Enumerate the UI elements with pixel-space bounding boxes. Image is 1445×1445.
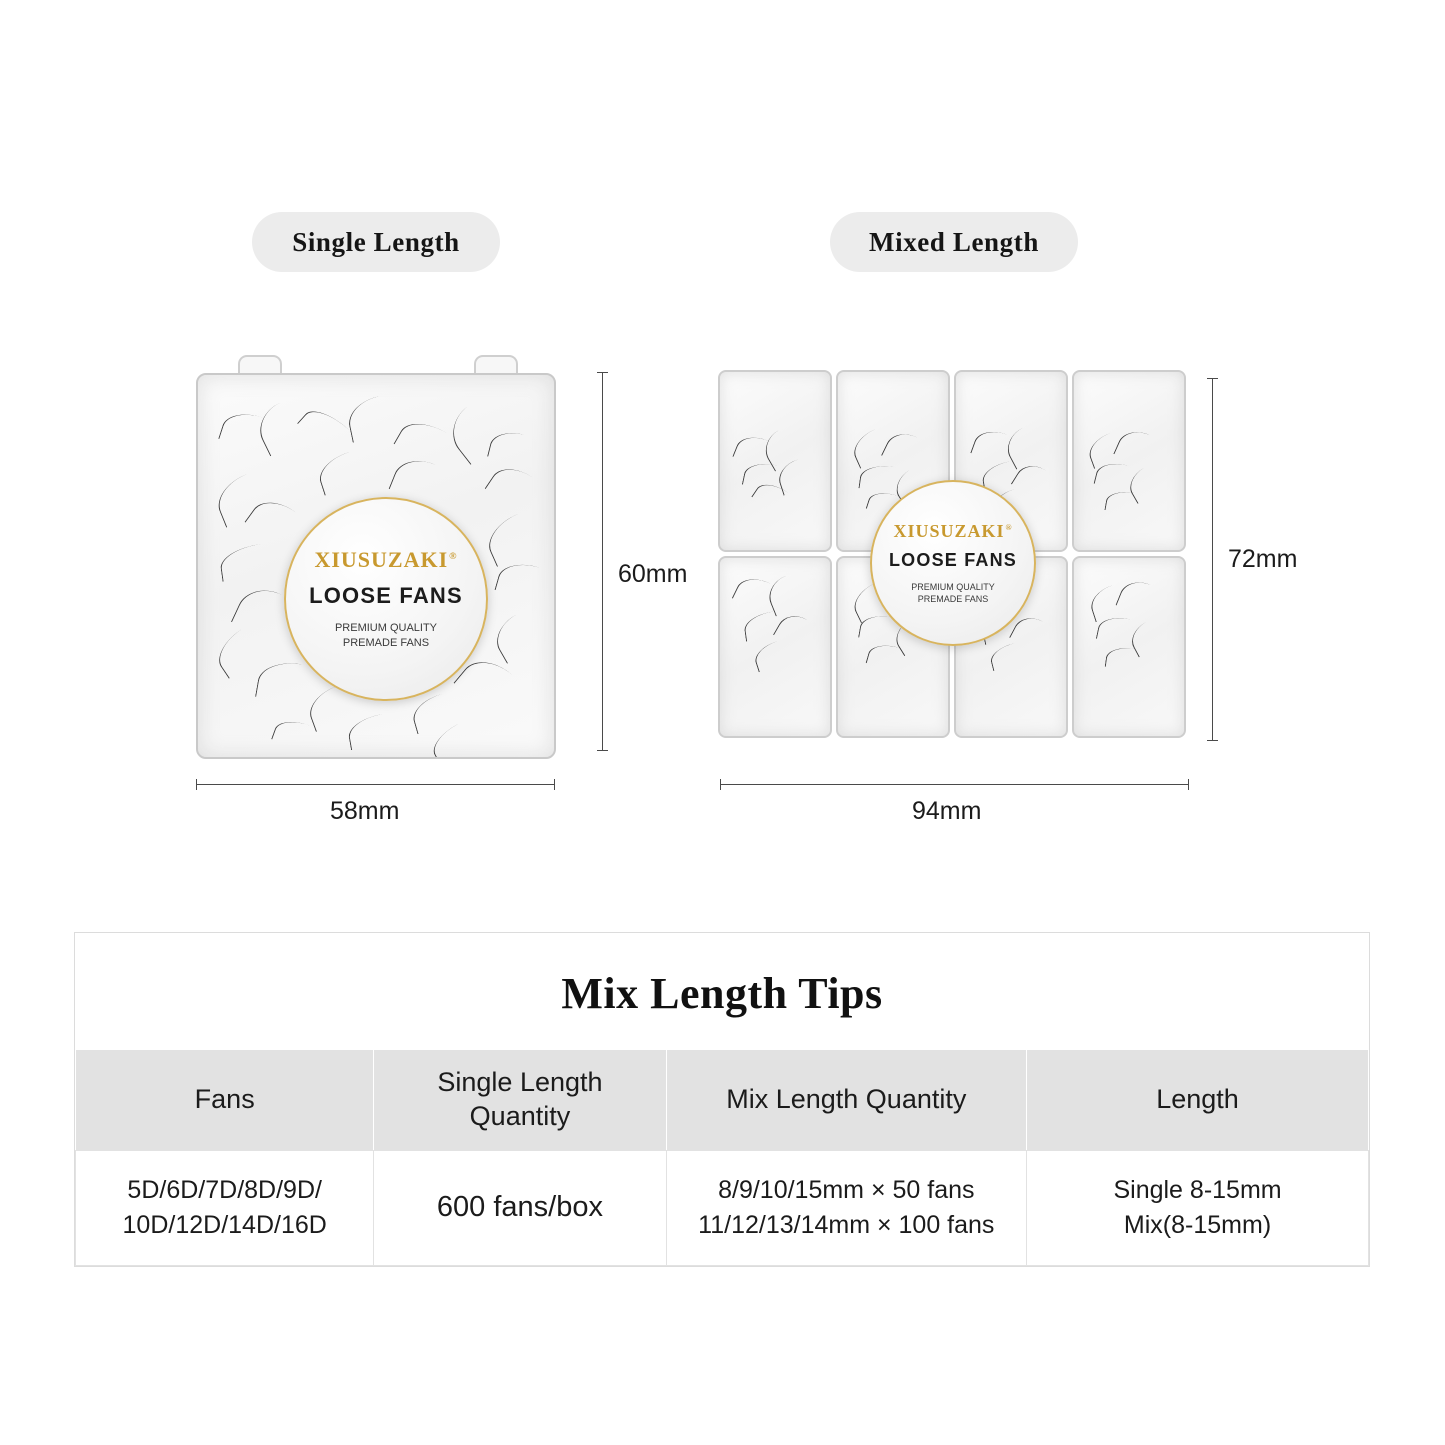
column-header-line2: Quantity xyxy=(469,1100,571,1131)
column-header-length: Length xyxy=(1027,1050,1369,1151)
table-row xyxy=(76,1150,1369,1265)
compartment xyxy=(1072,370,1186,552)
product-subtitle xyxy=(335,621,437,651)
cell-mix-quantity-line2: 11/12/13/14mm × 100 fans xyxy=(698,1210,995,1239)
trademark-symbol: ® xyxy=(449,550,458,562)
brand-name: XIUSUZAKI® xyxy=(314,547,458,573)
product-title: LOOSE FANS xyxy=(888,549,1017,570)
cell-fans-line2: 10D/12D/14D/16D xyxy=(122,1210,327,1239)
product-subtitle-line2: PREMADE FANS xyxy=(342,637,430,649)
dimension-line-single-height xyxy=(602,372,603,750)
dimension-label-mixed-height: 72mm xyxy=(1228,545,1298,573)
single-length-product xyxy=(196,355,556,755)
compartment xyxy=(1072,556,1186,738)
compartment xyxy=(718,556,832,738)
dimension-cap-right xyxy=(1188,779,1189,790)
dimension-line-single-width xyxy=(196,784,554,785)
dimension-cap-top xyxy=(1207,378,1218,379)
dimension-cap-top xyxy=(597,372,608,373)
cell-length-line1: Single 8-15mm xyxy=(1113,1175,1282,1204)
column-header-mix-length-quantity: Mix Length Quantity xyxy=(666,1050,1027,1151)
column-header-fans: Fans xyxy=(76,1050,374,1151)
mixed-length-product xyxy=(718,370,1190,742)
product-title: LOOSE FANS xyxy=(309,583,463,609)
single-length-box xyxy=(196,373,556,759)
cell-length-line2: Mix(8-15mm) xyxy=(1123,1210,1272,1239)
lash-texture xyxy=(1074,558,1184,736)
cell-fans-line1: 5D/6D/7D/8D/9D/ xyxy=(127,1175,322,1204)
cell-mix-quantity-line1: 8/9/10/15mm × 50 fans xyxy=(718,1175,975,1204)
dimension-cap-left xyxy=(196,779,197,790)
cell-single-quantity: 600 fans/box xyxy=(374,1150,666,1265)
dimension-cap-bottom xyxy=(1207,740,1218,741)
dimension-label-single-height: 60mm xyxy=(618,560,688,588)
column-header-single-length-quantity xyxy=(374,1050,666,1151)
table-title: Mix Length Tips xyxy=(561,969,883,1018)
compartment xyxy=(718,370,832,552)
length-type-badges xyxy=(0,212,1445,272)
lash-texture xyxy=(720,558,830,736)
product-subtitle-line1: PREMIUM QUALITY xyxy=(334,622,438,635)
dimension-cap-bottom xyxy=(597,750,608,751)
product-label-disc xyxy=(284,497,488,701)
table-header-row xyxy=(76,1050,1369,1151)
product-subtitle-line1: PREMIUM QUALITY xyxy=(911,581,995,592)
mix-length-tips-table xyxy=(75,1049,1369,1266)
badge-single-length: Single Length xyxy=(252,212,500,272)
product-subtitle xyxy=(911,581,995,605)
cell-mix-quantity xyxy=(666,1150,1027,1265)
dimension-line-mixed-width xyxy=(720,784,1188,785)
lash-texture xyxy=(720,372,830,550)
dimension-cap-right xyxy=(554,779,555,790)
dimension-label-mixed-width: 94mm xyxy=(912,797,982,825)
lash-texture xyxy=(1074,372,1184,550)
trademark-symbol: ® xyxy=(1005,522,1013,532)
cell-length xyxy=(1027,1150,1369,1265)
cell-fans xyxy=(76,1150,374,1265)
product-subtitle-line2: PREMADE FANS xyxy=(917,594,989,604)
badge-mixed-length: Mixed Length xyxy=(830,212,1078,272)
mix-length-tips-card xyxy=(74,932,1370,1267)
brand-name: XIUSUZAKI® xyxy=(893,520,1013,541)
dimension-line-mixed-height xyxy=(1212,378,1213,740)
column-header-line1: Single Length xyxy=(437,1067,603,1097)
dimension-cap-left xyxy=(720,779,721,790)
dimension-label-single-width: 58mm xyxy=(330,797,400,825)
product-label-disc xyxy=(870,480,1036,646)
